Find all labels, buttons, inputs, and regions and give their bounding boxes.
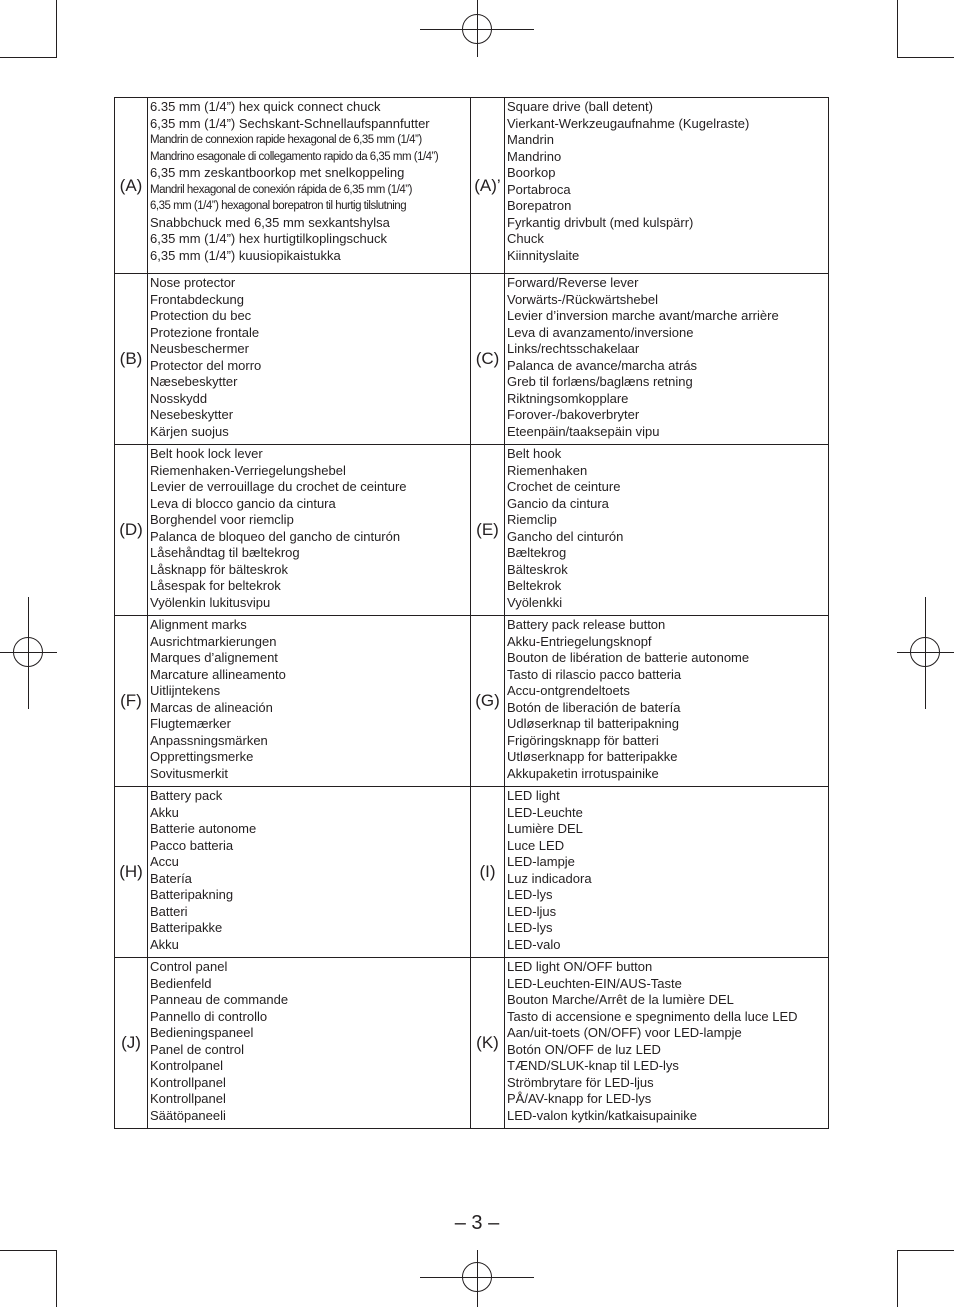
part-names (148, 445, 471, 616)
part-name: Vyölenkin lukitusvipu (150, 594, 271, 610)
part-names (148, 958, 471, 1129)
part-label: (I) (471, 787, 505, 958)
part-name: Låsknapp för bälteskrok (150, 561, 289, 577)
part-name: Tasto di accensione e spegnimento della luce LED (507, 1008, 798, 1024)
table-row (115, 98, 829, 274)
crop-mark (897, 57, 954, 58)
part-name: 6,35 mm zeskantboorkop met snelkoppeling (150, 165, 405, 180)
part-name: Opprettingsmerke (150, 749, 254, 764)
part-name: 6.35 mm (1/4”) hex quick connect chuck (150, 99, 381, 114)
part-name: Greb til forlæns/baglæns retning (507, 374, 693, 389)
part-name: Battery pack release button (507, 617, 666, 632)
part-name: Beltekrok (507, 578, 562, 593)
part-name: Nesebeskytter (150, 407, 234, 422)
part-names (148, 274, 471, 445)
part-name: 6,35 mm (1/4”) kuusiopikaistukka (150, 247, 341, 263)
part-name: LED-valo (507, 936, 561, 952)
part-name: Flugtemærker (150, 716, 231, 731)
part-name: Snabbchuck med 6,35 mm sexkantshylsa (150, 214, 390, 230)
crop-mark (56, 0, 57, 57)
part-name: Nose protector (150, 275, 236, 290)
part-name: Riemenhaken (507, 462, 588, 478)
part-name: Batería (150, 870, 192, 886)
part-name: Marcas de alineación (150, 699, 273, 715)
part-name: Square drive (ball detent) (507, 99, 653, 114)
part-label: (C) (471, 274, 505, 445)
part-name: Marques d’alignement (150, 650, 278, 665)
crop-mark (897, 1250, 898, 1307)
part-name: Forover-/bakoverbryter (507, 407, 640, 422)
part-name: Fyrkantig drivbult (med kulspärr) (507, 214, 694, 230)
part-names (505, 787, 829, 958)
part-name: Botón ON/OFF de luz LED (507, 1041, 661, 1057)
part-name: LED-lys (507, 887, 553, 902)
part-name: Palanca de bloqueo del gancho de cinturón (150, 528, 401, 544)
part-name: PÅ/AV-knapp for LED-lys (507, 1091, 652, 1106)
part-name: Aan/uit-toets (ON/OFF) voor LED-lampje (507, 1025, 742, 1040)
part-name: Vierkant-Werkzeugaufnahme (Kugelraste) (507, 115, 750, 131)
part-name: Mandrin de connexion rapide hexagonal de 6,35 mm (1/4”) (150, 134, 422, 146)
part-name: Forward/Reverse lever (507, 275, 639, 290)
part-names (148, 616, 471, 787)
part-name: Chuck (507, 231, 544, 246)
part-name: Mandrino (507, 148, 562, 164)
part-name: Batteri (150, 903, 188, 919)
crop-mark (897, 1250, 954, 1251)
part-name: Nosskydd (150, 390, 208, 406)
part-name: Protector del morro (150, 357, 262, 373)
part-name: Palanca de avance/marcha atrás (507, 357, 698, 373)
part-name: Leva di avanzamento/inversione (507, 324, 694, 340)
part-name: Mandrino esagonale di collegamento rapido da 6,35 mm (1/4”) (150, 150, 439, 163)
part-name: Utløserknapp for batteripakke (507, 749, 678, 764)
table-row (115, 958, 829, 1129)
part-name: Frontabdeckung (150, 291, 244, 307)
table-row (115, 787, 829, 958)
part-label: (J) (115, 958, 148, 1129)
part-name: LED-lampje (507, 854, 575, 869)
table-row (115, 274, 829, 445)
part-name: Riktningsomkopplare (507, 390, 629, 406)
part-label: (G) (471, 616, 505, 787)
part-name: Luce LED (507, 837, 565, 853)
part-name: Batteripakke (150, 920, 223, 935)
part-name: Luz indicadora (507, 870, 592, 886)
part-name: Tasto di rilascio pacco batteria (507, 666, 682, 682)
part-name: Eteenpäin/taaksepäin vipu (507, 423, 660, 439)
part-name: Uitlijntekens (150, 683, 221, 698)
part-name: Kontrollpanel (150, 1091, 226, 1106)
part-name: Säätöpaneeli (150, 1107, 226, 1123)
part-name: Mandril hexagonal de conexión rápida de 6,35 mm (1/4”) (150, 183, 412, 196)
part-name: Vyölenkki (507, 594, 563, 610)
part-name: Akku-Entriegelungsknopf (507, 633, 652, 649)
part-names (505, 616, 829, 787)
part-name: LED-Leuchten-EIN/AUS-Taste (507, 975, 682, 991)
part-name: Vorwärts-/Rückwärtshebel (507, 291, 658, 307)
part-name: Belt hook (507, 446, 562, 461)
part-name: TÆND/SLUK-knap til LED-lys (507, 1058, 679, 1073)
part-name: Mandrin (507, 132, 554, 147)
part-name: 6,35 mm (1/4”) hexagonal borepatron til hurtig tilslutning (150, 200, 407, 212)
part-name: Låsehåndtag til bæltekrog (150, 545, 300, 560)
part-label: (A) (115, 98, 148, 274)
part-name: Låsespak for beltekrok (150, 578, 281, 593)
part-names (148, 98, 471, 274)
part-name: Bedienfeld (150, 975, 212, 991)
part-label: (F) (115, 616, 148, 787)
part-label: (A)’ (471, 98, 505, 274)
part-name: Borghendel voor riemclip (150, 512, 294, 527)
table-row (115, 616, 829, 787)
parts-table-body (115, 98, 829, 1129)
part-name: Riemclip (507, 512, 557, 527)
part-name: Battery pack (150, 788, 223, 803)
part-names (505, 274, 829, 445)
part-name: LED-ljus (507, 903, 557, 919)
part-names (505, 98, 829, 274)
part-name: Bedieningspaneel (150, 1025, 254, 1040)
part-name: Botón de liberación de batería (507, 699, 681, 715)
part-name: Ausrichtmarkierungen (150, 633, 277, 649)
crop-mark (0, 1250, 57, 1251)
part-name: Batterie autonome (150, 821, 257, 836)
part-name: LED-lys (507, 920, 553, 935)
part-name: Udløserknap til batteripakning (507, 716, 679, 731)
part-label: (B) (115, 274, 148, 445)
part-name: LED-valon kytkin/katkaisupainike (507, 1107, 698, 1123)
part-name: Accu-ontgrendeltoets (507, 683, 630, 698)
part-name: Portabroca (507, 181, 571, 197)
part-name: 6,35 mm (1/4”) Sechskant-Schnellaufspannfutter (150, 115, 430, 131)
part-name: LED-Leuchte (507, 804, 583, 820)
part-name: Belt hook lock lever (150, 446, 263, 461)
part-name: Bälteskrok (507, 561, 568, 577)
part-names (505, 958, 829, 1129)
part-name: Levier de verrouillage du crochet de ceinture (150, 479, 407, 494)
part-name: Pacco batteria (150, 837, 234, 853)
part-name: Sovitusmerkit (150, 765, 229, 781)
part-label: (E) (471, 445, 505, 616)
part-name: Leva di blocco gancio da cintura (150, 495, 336, 511)
parts-table (114, 97, 829, 1129)
part-name: Bouton de libération de batterie autonome (507, 650, 750, 665)
part-name: Riemenhaken-Verriegelungshebel (150, 462, 346, 478)
part-name: Pannello di controllo (150, 1008, 268, 1024)
part-name: Kontrolpanel (150, 1058, 223, 1073)
part-name: 6,35 mm (1/4”) hex hurtigtilkoplingschuck (150, 231, 387, 246)
part-name: LED light (507, 788, 560, 803)
part-name: Panneau de commande (150, 992, 289, 1007)
crop-mark (897, 0, 898, 57)
part-name: Kontrollpanel (150, 1074, 226, 1090)
part-name: Akku (150, 936, 179, 952)
part-label: (H) (115, 787, 148, 958)
part-name: Batteripakning (150, 887, 234, 902)
part-name: Boorkop (507, 165, 556, 180)
part-name: Control panel (150, 959, 228, 974)
part-name: Protezione frontale (150, 324, 260, 340)
part-name: Næsebeskytter (150, 374, 238, 389)
crop-mark (56, 1250, 57, 1307)
part-name: Marcature allineamento (150, 666, 286, 682)
part-label: (K) (471, 958, 505, 1129)
part-name: Neusbeschermer (150, 341, 249, 356)
part-label: (D) (115, 445, 148, 616)
part-name: LED light ON/OFF button (507, 959, 653, 974)
crop-mark (0, 57, 57, 58)
part-name: Frigöringsknapp för batteri (507, 732, 659, 748)
part-name: Akkupaketin irrotuspainike (507, 765, 659, 781)
part-name: Bouton Marche/Arrêt de la lumière DEL (507, 992, 734, 1007)
part-name: Gancio da cintura (507, 495, 609, 511)
part-name: Levier d’inversion marche avant/marche arrière (507, 308, 779, 323)
part-name: Links/rechtsschakelaar (507, 341, 640, 356)
part-name: Kärjen suojus (150, 423, 229, 439)
table-row (115, 445, 829, 616)
part-name: Protection du bec (150, 308, 252, 323)
part-name: Gancho del cinturón (507, 528, 624, 544)
page-number: – 3 – (454, 1212, 500, 1234)
part-name: Akku (150, 804, 179, 820)
part-name: Strömbrytare för LED-ljus (507, 1074, 654, 1090)
part-names (505, 445, 829, 616)
part-name: Accu (150, 854, 179, 869)
part-name: Crochet de ceinture (507, 479, 621, 494)
part-name: Borepatron (507, 198, 572, 213)
part-name: Alignment marks (150, 617, 247, 632)
part-name: Kiinnityslaite (507, 247, 580, 263)
part-name: Lumière DEL (507, 821, 583, 836)
part-name: Panel de control (150, 1041, 244, 1057)
part-name: Bæltekrog (507, 545, 567, 560)
part-names (148, 787, 471, 958)
part-name: Anpassningsmärken (150, 732, 268, 748)
